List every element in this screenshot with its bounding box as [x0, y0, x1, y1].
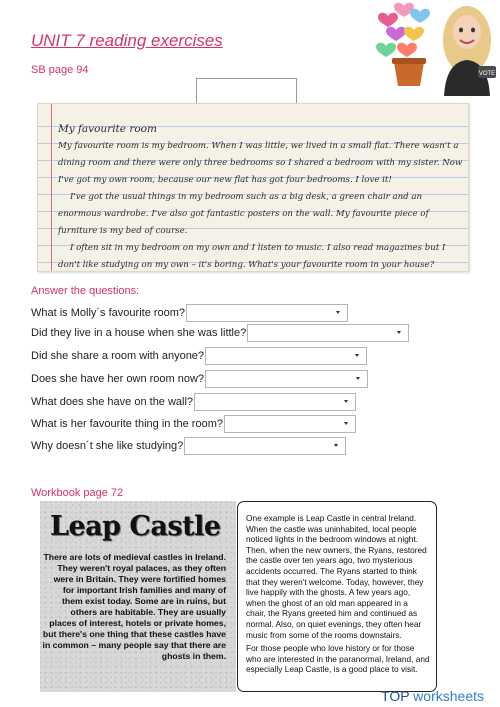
leap-castle-intro-text: There are lots of medieval castles in Ireland. They weren't royal palaces, as they often were in Britain. They were fortified homes for important Irish families and many of them exist today. Some are in ruins, but others are habitable. They are usually places of interest, hotels or private homes, but there's one thing that these castles have in common – many people say that there are ghosts in them. [42, 552, 226, 661]
question-label: What is her favourite thing in the room? [31, 418, 223, 430]
workbook-heading: Workbook page 72 [31, 487, 124, 499]
margin-line [51, 104, 52, 271]
question-row [31, 393, 356, 411]
vote-sign [478, 66, 496, 78]
page-title: UNIT 7 reading exercises [31, 31, 223, 50]
question-row [31, 437, 346, 455]
leap-castle-article [237, 501, 437, 692]
svg-text:VOTE: VOTE [478, 71, 496, 77]
leap-castle-intro [40, 501, 236, 692]
chevron-down-icon [336, 311, 340, 314]
question-label: What does she have on the wall? [31, 396, 194, 408]
question-row [31, 304, 348, 322]
answer-dropdown[interactable] [184, 437, 346, 455]
passage-paragraph: My favourite room is my bedroom. When I was little, we lived in a small flat. There wasn't a dining room and there were only three bedrooms so I shared a bedroom with my sister. Now I've got my own room, because our new flat has got four bedrooms. I love it! [58, 141, 463, 185]
answer-dropdown[interactable] [186, 304, 348, 322]
chevron-down-icon [344, 400, 348, 403]
answer-dropdown[interactable] [194, 393, 356, 411]
question-row [31, 370, 368, 388]
answer-dropdown[interactable] [205, 370, 368, 388]
sb-page-label: SB page 94 [31, 64, 89, 76]
chevron-down-icon [397, 331, 401, 334]
heart-balloons-icon [376, 3, 430, 57]
questions-heading: Answer the questions: [31, 285, 140, 297]
answer-dropdown[interactable] [224, 415, 356, 433]
question-row [31, 347, 367, 365]
chevron-down-icon [355, 354, 359, 357]
answer-dropdown[interactable] [247, 324, 409, 342]
question-label: What is Molly´s favourite room? [31, 307, 186, 319]
avatar-illustration [374, 0, 500, 96]
question-label: Did she share a room with anyone? [31, 350, 205, 362]
question-row [31, 415, 356, 433]
passage-title: My favourite room [58, 123, 157, 135]
leap-castle-title: Leap Castle [50, 511, 221, 542]
question-label: Did they live in a house when she was little? [31, 327, 247, 339]
flower-pot-icon [394, 62, 424, 86]
answer-dropdown[interactable] [205, 347, 367, 365]
question-label: Why doesn´t she like studying? [31, 440, 184, 452]
brand-logo: TOP worksheets [381, 688, 484, 704]
chevron-down-icon [344, 422, 348, 425]
chevron-down-icon [334, 444, 338, 447]
chevron-down-icon [356, 377, 360, 380]
passage-paragraph: I often sit in my bedroom on my own and I listen to music. I also read magazines but I don't like studying on my own – it's boring. What's your favourite room in your house? [58, 243, 446, 270]
question-row [31, 324, 409, 342]
article-paragraph: One example is Leap Castle in central Ireland. When the castle was uninhabited, local people noticed lights in the bedroom windows at night. Then, when the new owners, the Ryans, restored the castle over ten years ago, two mysterious accidents occurred. The Ryans started to think that they weren't welcome. Today, however, they live happily with the ghosts. A few years ago, when the ghost of an old man appeared in a chair, the Ryans greeted him and continued as normal. Also, on quiet evenings, they often hear music from some of the rooms downstairs. [246, 513, 427, 640]
question-label: Does she have her own room now? [31, 373, 205, 385]
article-paragraph: For those people who love history or for those who are interested in the paranormal, Ireland, and especially Leap Castle, is a good place to visit. [246, 643, 430, 675]
passage-paragraph: I've got the usual things in my bedroom such as a big desk, a green chair and an enormous wardrobe. I've also got fantastic posters on the wall. My favourite piece of furniture is my bed of course. [58, 192, 429, 236]
reading-passage [37, 103, 469, 272]
